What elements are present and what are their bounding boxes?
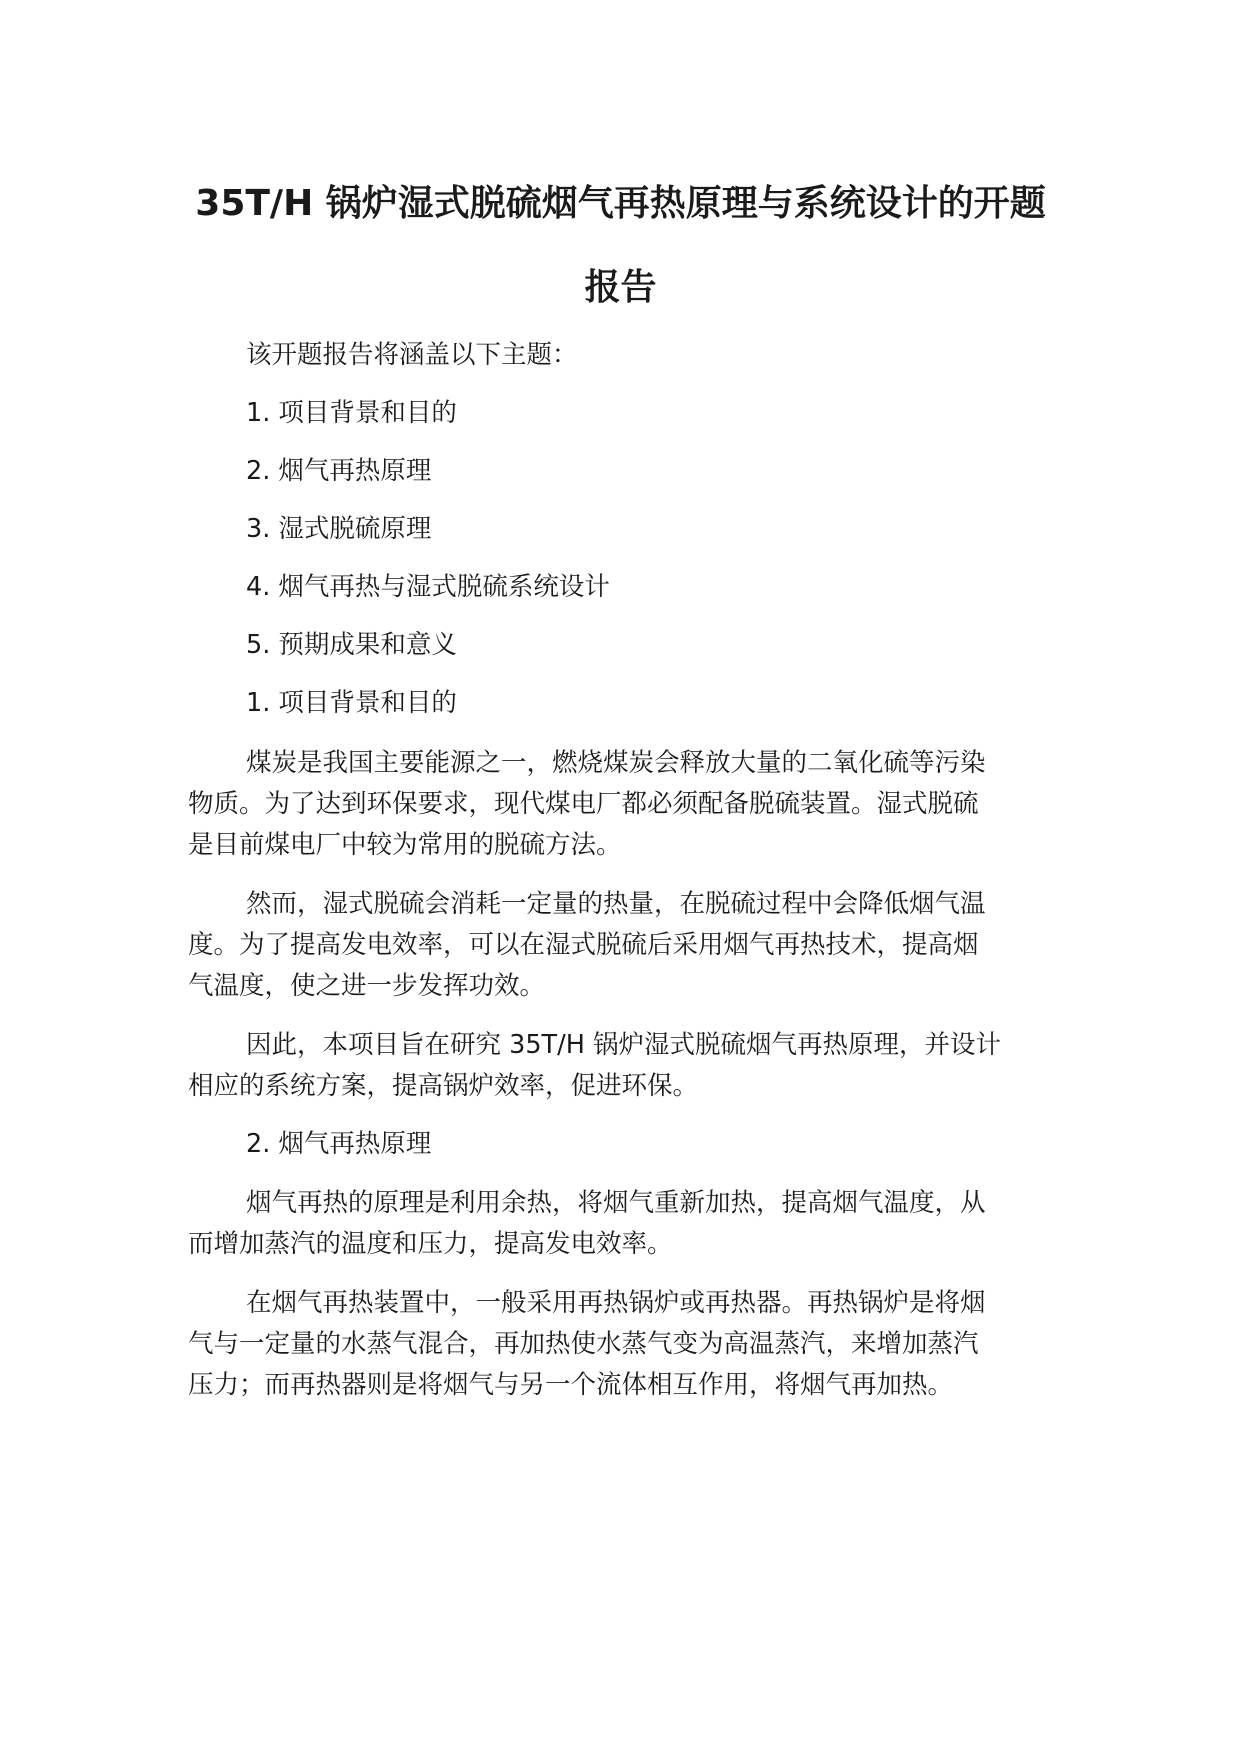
- title-line-1: 35T/H 锅炉湿式脱硫烟气再热原理与系统设计的开题: [195, 183, 1046, 224]
- paragraph-line: 气温度，使之进一步发挥功效。: [188, 971, 546, 1001]
- toc-item: 3. 湿式脱硫原理: [246, 514, 432, 544]
- paragraph-line: 度。为了提高发电效率，可以在湿式脱硫后采用烟气再热技术，提高烟: [188, 930, 979, 960]
- toc-item: 5. 预期成果和意义: [246, 630, 457, 660]
- paragraph-line: 物质。为了达到环保要求，现代煤电厂都必须配备脱硫装置。湿式脱硫: [188, 789, 979, 819]
- paragraph-line: 气与一定量的水蒸气混合，再加热使水蒸气变为高温蒸汽，来增加蒸汽: [188, 1329, 979, 1359]
- toc-item: 4. 烟气再热与湿式脱硫系统设计: [246, 572, 610, 602]
- section-2-heading: 2. 烟气再热原理: [246, 1129, 432, 1159]
- paragraph-line: 然而，湿式脱硫会消耗一定量的热量，在脱硫过程中会降低烟气温: [246, 889, 986, 919]
- section-1-heading: 1. 项目背景和目的: [246, 688, 457, 718]
- paragraph-line: 因此，本项目旨在研究 35T/H 锅炉湿式脱硫烟气再热原理，并设计: [246, 1030, 1002, 1060]
- toc-item: 2. 烟气再热原理: [246, 456, 432, 486]
- intro-text: 该开题报告将涵盖以下主题：: [246, 340, 578, 370]
- paragraph-line: 而增加蒸汽的温度和压力，提高发电效率。: [188, 1229, 673, 1259]
- toc-item: 1. 项目背景和目的: [246, 398, 457, 428]
- paragraph-line: 煤炭是我国主要能源之一，燃烧煤炭会释放大量的二氧化硫等污染: [246, 748, 986, 778]
- title-line-2: 报告: [584, 267, 657, 308]
- paragraph-line: 烟气再热的原理是利用余热，将烟气重新加热，提高烟气温度，从: [246, 1188, 986, 1218]
- paragraph-line: 相应的系统方案，提高锅炉效率，促进环保。: [188, 1071, 699, 1101]
- paragraph-line: 是目前煤电厂中较为常用的脱硫方法。: [188, 830, 622, 860]
- paragraph-line: 压力；而再热器则是将烟气与另一个流体相互作用，将烟气再加热。: [188, 1370, 954, 1400]
- paragraph-line: 在烟气再热装置中，一般采用再热锅炉或再热器。再热锅炉是将烟: [246, 1288, 986, 1318]
